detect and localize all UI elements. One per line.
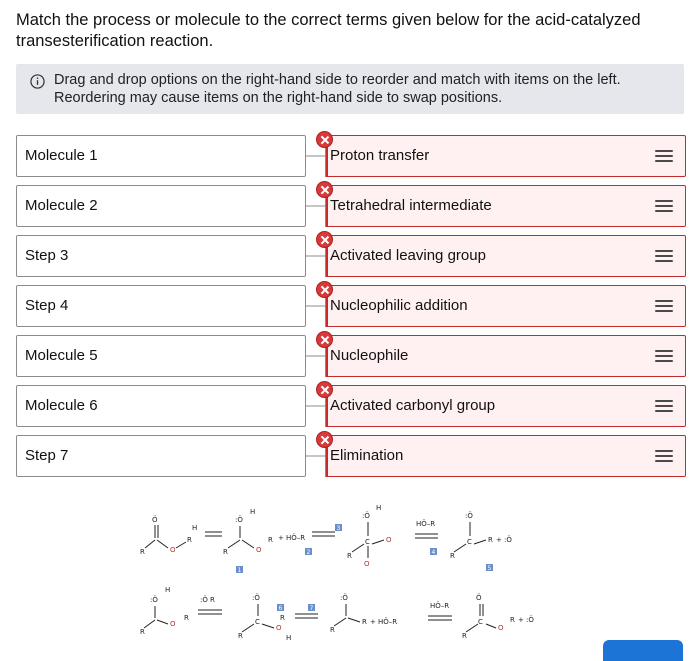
drag-handle-icon[interactable]	[655, 198, 673, 214]
answer-label: Nucleophile	[330, 347, 409, 364]
atom-label: R	[223, 548, 228, 556]
atom-label: Ö	[476, 594, 482, 602]
draggable-answer[interactable]	[326, 285, 686, 327]
reagent-label: :Ö	[200, 596, 208, 604]
step-label: 1	[237, 567, 242, 574]
atom-label: R	[347, 552, 352, 560]
atom-label: R	[184, 614, 189, 622]
drag-handle-icon[interactable]	[655, 248, 673, 264]
atom-label: R	[362, 618, 367, 626]
draggable-answer[interactable]	[326, 435, 686, 477]
step-badges	[277, 604, 315, 612]
atom-label: H	[192, 524, 198, 532]
atom-label: R	[450, 552, 455, 560]
atom-label: H	[286, 634, 292, 642]
left-item: Molecule 6	[16, 385, 306, 427]
atom-label: R	[462, 632, 467, 640]
step-label: 2	[306, 549, 311, 556]
atom-label: R	[238, 632, 243, 640]
question-text: Match the process or molecule to the correct terms given below for the acid-catalyzed transesterification reaction.	[16, 11, 641, 50]
answer-label: Tetrahedral intermediate	[330, 197, 492, 214]
molecule-structure	[140, 586, 189, 636]
draggable-answer[interactable]	[326, 385, 686, 427]
atom-label: :Ö	[465, 512, 473, 520]
drag-handle-icon[interactable]	[655, 348, 673, 364]
atom-label: O	[170, 620, 176, 628]
left-item: Step 7	[16, 435, 306, 477]
drag-handle-icon[interactable]	[655, 148, 673, 164]
reagent-label: HÖ–R	[416, 520, 436, 528]
match-row	[16, 385, 686, 427]
incorrect-icon	[316, 231, 333, 248]
atom-label: H	[376, 504, 382, 512]
atom-label: R	[140, 548, 145, 556]
left-item: Molecule 1	[16, 135, 306, 177]
reagent-label: HÖ–R	[286, 534, 306, 542]
match-row	[16, 135, 686, 177]
atom-label: C	[478, 618, 483, 626]
molecule-structure	[238, 593, 291, 642]
atom-label: R	[187, 536, 192, 544]
info-icon	[30, 74, 45, 89]
draggable-answer[interactable]	[326, 185, 686, 227]
answer-label: Activated leaving group	[330, 247, 486, 264]
step-label: 4	[431, 549, 436, 556]
atom-label: C	[255, 618, 260, 626]
reagent-label: +	[278, 534, 284, 542]
molecule-structure	[140, 515, 197, 556]
match-row	[16, 235, 686, 277]
atom-label: O	[364, 560, 370, 568]
atom-label: O	[386, 536, 392, 544]
answer-label: Activated carbonyl group	[330, 397, 496, 414]
drag-handle-icon[interactable]	[655, 398, 673, 414]
drag-handle-icon[interactable]	[655, 298, 673, 314]
reagent-label: +	[496, 536, 502, 544]
left-item: Molecule 5	[16, 335, 306, 377]
left-item: Step 4	[16, 285, 306, 327]
molecule-structure	[223, 508, 273, 556]
atom-label: C	[467, 538, 472, 546]
atom-label: :Ö	[340, 594, 348, 602]
molecule-structure	[450, 511, 512, 560]
atom-label: R	[140, 628, 145, 636]
molecule-structure	[462, 593, 534, 640]
left-item: Step 3	[16, 235, 306, 277]
atom-label: :Ö	[526, 616, 534, 624]
match-row	[16, 335, 686, 377]
molecule-structure	[330, 593, 367, 634]
atom-label: :Ö	[150, 596, 158, 604]
reaction-scheme-image	[130, 500, 570, 655]
answer-label: Proton transfer	[330, 147, 430, 164]
instructions-text: Drag and drop options on the right-hand side to reorder and match with items on the left. Reordering may cause items on the right-hand side to swap positions.	[54, 72, 621, 106]
incorrect-icon	[316, 131, 333, 148]
incorrect-icon	[316, 281, 333, 298]
draggable-answer[interactable]	[326, 235, 686, 277]
atom-label: R	[268, 536, 273, 544]
atom-label: O	[256, 546, 262, 554]
atom-label: :Ö	[252, 594, 260, 602]
step-label: 3	[336, 525, 341, 532]
incorrect-icon	[316, 431, 333, 448]
step-label: 5	[487, 565, 492, 572]
atom-label: O	[170, 546, 176, 554]
atom-label: :Ö	[504, 536, 512, 544]
draggable-answer[interactable]	[326, 135, 686, 177]
step-label: 6	[278, 605, 283, 612]
match-row	[16, 185, 686, 227]
atom-label: H	[165, 586, 171, 594]
answer-label: Nucleophilic addition	[330, 297, 468, 314]
submit-button[interactable]	[603, 640, 683, 661]
molecule-structure	[347, 504, 392, 568]
reagent-label: HÖ–R	[378, 618, 398, 626]
atom-label: C	[365, 538, 370, 546]
match-row	[16, 285, 686, 327]
incorrect-icon	[316, 381, 333, 398]
match-row	[16, 435, 686, 477]
incorrect-icon	[316, 331, 333, 348]
left-item: Molecule 2	[16, 185, 306, 227]
reagent-label: R	[210, 596, 215, 604]
step-label: 7	[309, 605, 314, 612]
atom-label: R	[330, 626, 335, 634]
draggable-answer[interactable]	[326, 335, 686, 377]
reagent-label: +	[518, 616, 524, 624]
atom-label: :Ö	[235, 516, 243, 524]
atom-label: :Ö	[362, 512, 370, 520]
drag-handle-icon[interactable]	[655, 448, 673, 464]
atom-label: R	[488, 536, 493, 544]
instructions-banner	[16, 64, 684, 114]
atom-label: O	[498, 624, 504, 632]
reagent-label: HÖ–R	[430, 602, 450, 610]
atom-label: O	[276, 624, 282, 632]
atom-label: H	[250, 508, 256, 516]
atom-label: R	[510, 616, 515, 624]
atom-label: R	[280, 614, 285, 622]
atom-label: Ö	[152, 516, 158, 524]
answer-label: Elimination	[330, 447, 404, 464]
reagent-label: +	[370, 618, 376, 626]
incorrect-icon	[316, 181, 333, 198]
